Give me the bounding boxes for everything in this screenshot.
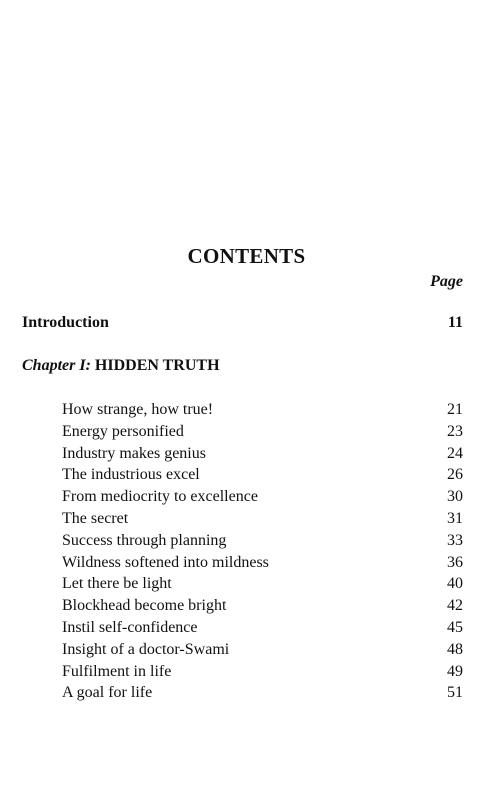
toc-introduction-page: 11 xyxy=(447,314,463,331)
toc-introduction-row xyxy=(22,314,463,338)
toc-entry xyxy=(62,464,463,486)
toc-entry-page: 23 xyxy=(447,422,463,440)
toc-entry-label: The industrious excel xyxy=(62,466,200,484)
toc-entry-page: 21 xyxy=(447,401,463,418)
toc-entry-label: From mediocrity to excellence xyxy=(62,488,258,506)
toc-entry xyxy=(62,595,463,617)
toc-entry-page: 40 xyxy=(447,575,463,593)
toc-entry-label: Industry makes genius xyxy=(62,444,206,462)
chapter-heading xyxy=(22,357,220,375)
toc-entry-label: A goal for life xyxy=(62,684,153,702)
chapter-prefix: Chapter I: xyxy=(22,357,91,374)
toc-entry-label: How strange, how true! xyxy=(62,401,214,418)
toc-entry-page: 26 xyxy=(447,466,463,484)
toc-entry-label: Insight of a doctor-Swami xyxy=(62,640,230,658)
toc-entry xyxy=(62,552,463,574)
toc-entry xyxy=(62,399,463,421)
toc-entry-page: 30 xyxy=(447,488,463,506)
toc-entry-label: The secret xyxy=(62,509,129,527)
toc-entry xyxy=(62,508,463,530)
toc-introduction-label: Introduction xyxy=(22,314,109,331)
toc-entry xyxy=(62,443,463,465)
toc-entry-page: 49 xyxy=(447,662,463,680)
toc-entry-page: 42 xyxy=(447,597,463,615)
toc-entry xyxy=(62,682,463,704)
toc-entry-label: Energy personified xyxy=(62,422,184,440)
toc-entry xyxy=(62,486,463,508)
page-column-label: Page xyxy=(430,273,463,290)
toc-entry-page: 31 xyxy=(447,509,463,527)
toc-entry xyxy=(62,661,463,683)
toc-entry-list xyxy=(62,399,463,704)
toc-entry xyxy=(62,530,463,552)
chapter-title: HIDDEN TRUTH xyxy=(94,357,220,374)
toc-entry xyxy=(62,617,463,639)
toc-entry-label: Instil self-confidence xyxy=(62,618,198,636)
page-title: CONTENTS xyxy=(187,244,306,268)
toc-entry-page: 36 xyxy=(447,553,463,571)
toc-entry xyxy=(62,421,463,443)
toc-entry xyxy=(62,639,463,661)
toc-entry-page: 45 xyxy=(447,618,463,636)
toc-entry-page: 48 xyxy=(447,640,463,658)
toc-entry-page: 24 xyxy=(447,444,463,462)
toc-entry xyxy=(62,573,463,595)
toc-entry-label: Success through planning xyxy=(62,531,227,549)
toc-entry-page: 33 xyxy=(447,531,463,549)
toc-entry-label: Blockhead become bright xyxy=(62,597,227,615)
toc-entry-label: Wildness softened into mildness xyxy=(62,553,269,571)
toc-entry-label: Fulfilment in life xyxy=(62,662,172,680)
toc-entry-page: 51 xyxy=(447,684,463,702)
toc-entry-label: Let there be light xyxy=(62,575,172,593)
